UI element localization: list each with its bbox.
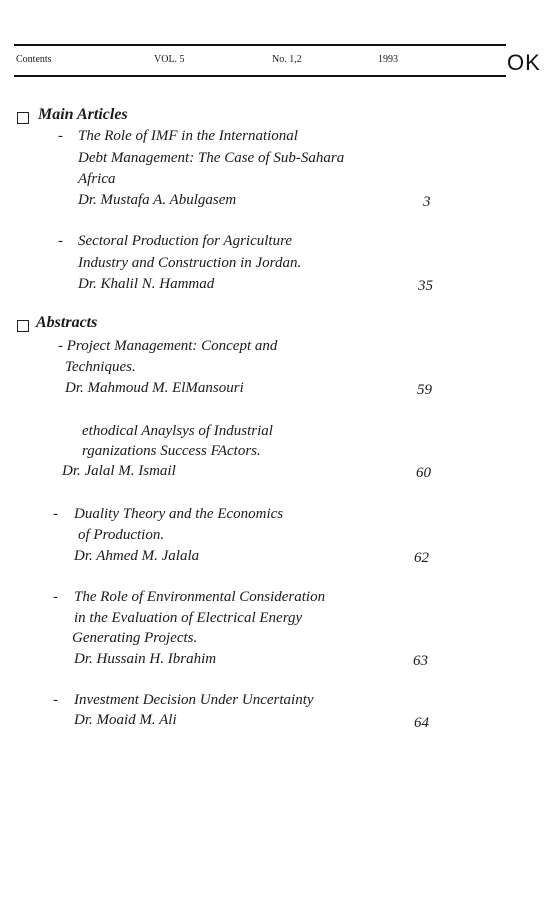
entry-author: Dr. Mahmoud M. ElMansouri [65,380,244,396]
entry-dash: - [58,233,63,249]
header-top-rule [14,44,506,46]
entry-author: Dr. Jalal M. Ismail [62,463,176,479]
entry-page-number: 62 [414,550,429,566]
header-number: No. 1,2 [272,54,302,65]
entry-author: Dr. Moaid M. Ali [74,712,177,728]
entry-dash: - [53,506,58,522]
entry-title-line: ethodical Anaylsys of Industrial [82,423,273,439]
entry-page-number: 64 [414,715,429,731]
entry-page-number: 3 [423,194,431,210]
section-title-main-articles: Main Articles [38,106,128,123]
handwritten-ok-note: OK [507,50,541,75]
header-year: 1993 [378,54,398,65]
entry-author: Dr. Ahmed M. Jalala [74,548,200,564]
entry-dash: - [58,128,63,144]
entry-title-line: Africa [78,171,116,187]
entry-title-line: rganizations Success FActors. [82,443,261,459]
entry-dash: - [53,692,58,708]
entry-author: Dr. Mustafa A. Abulgasem [78,192,237,208]
entry-author: Dr. Khalil N. Hammad [78,276,215,292]
entry-title-line: in the Evaluation of Electrical Energy [74,610,303,626]
entry-title-line: Techniques. [65,359,136,375]
entry-page-number: 60 [416,465,431,481]
main-articles-checkbox-icon [17,112,29,124]
entry-title-line: Industry and Construction in Jordan. [78,255,302,271]
entry-author: Dr. Hussain H. Ibrahim [74,651,217,667]
entry-title-line: Sectoral Production for Agriculture [78,233,293,249]
entry-title-line: of Production. [78,527,165,543]
abstracts-checkbox-icon [17,320,29,332]
entry-title-line: Generating Projects. [72,630,198,646]
entry-title-line: - Project Management: Concept and [58,338,278,354]
entry-title-line: Duality Theory and the Economics [74,506,284,522]
header-volume: VOL. 5 [154,54,185,65]
entry-title-line: Debt Management: The Case of Sub-Sahara [78,150,345,166]
entry-page-number: 63 [413,653,428,669]
header-bottom-rule [14,75,506,77]
entry-page-number: 35 [418,278,433,294]
section-title-abstracts: Abstracts [36,314,98,331]
entry-title-line: The Role of Environmental Consideration [74,589,326,605]
header-contents: Contents [16,54,52,65]
entry-title-line: The Role of IMF in the International [78,128,298,144]
entry-title-line: Investment Decision Under Uncertainty [74,692,314,708]
entry-page-number: 59 [417,382,432,398]
entry-dash: - [53,589,58,605]
